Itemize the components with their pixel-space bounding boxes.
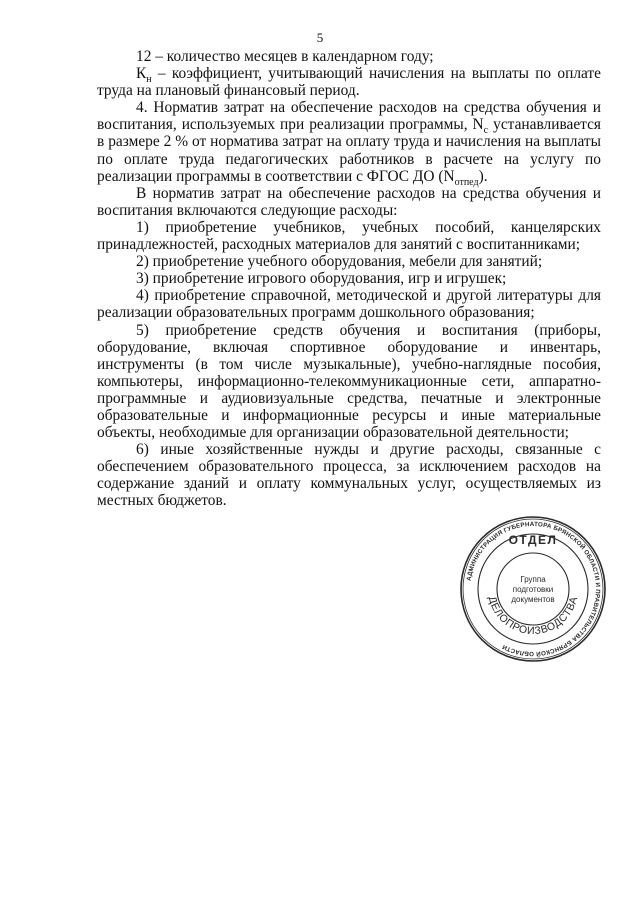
list-item-5: 5) приобретение средств обучения и воспитания (приборы, оборудование, включая спортивное оборудование и инвентарь, инструменты (в том числе музыкальные), учебно-наглядные пособия, компьютеры, информационно-телекоммуникационные сети, аппаратно-программные и аудиовизуальные средства, печатные и электронные образовательные и информационные ресурсы и иные материальные объекты, необходимые для организации образовательной деятельности; [97,321,601,442]
list-item-1: 1) приобретение учебников, учебных пособий, канцелярских принадлежностей, расходных материалов для занятий с воспитанниками; [97,218,601,254]
document-body [97,48,601,510]
stamp-inner-text: ДЕЛОПРОИЗВОДСТВА [485,594,581,638]
stamp-center-line-3: документов [511,595,555,604]
paragraph-coefficient: $К_н$ – коэффициент, учитывающий начисления на выплаты по оплате труда на плановый финансовый период. [97,65,601,100]
stamp-top-word: ОТДЕЛ [508,533,558,547]
list-item-2: 2) приобретение учебного оборудования, мебели для занятий; [136,253,543,271]
paragraph-norm-4: 4. Норматив затрат на обеспечение расходов на средства обучения и воспитания, используемых при реализации программы, $N_c$ устанавливается в размере 2 % от норматива затрат на оплату труда и начисления на выплаты по оплате труда педагогических работников в расчете на услугу по реализации программы в соответствии с ФГОС ДО $(N_{отпед})$. [97,99,601,188]
list-item-6: 6) иные хозяйственные нужды и другие расходы, связанные с обеспечением образовательного процесса, за исключением расходов на содержание зданий и оплату коммунальных услуг, осуществляемых из местных бюджетов. [97,441,601,510]
stamp-outer-text: АДМИНИСТРАЦИЯ ГУБЕРНАТОРА БРЯНСКОЙ ОБЛАСТИ И ПРАВИТЕЛЬСТВА БРЯНСКОЙ ОБЛАСТИ [465,520,602,658]
paragraph-includes: В норматив затрат на обеспечение расходов на средства обучения и воспитания включаются следующие расходы: [97,184,601,219]
office-stamp [458,514,608,664]
list-item-3: 3) приобретение игрового оборудования, игр и игрушек; [136,270,507,288]
list-item-4: 4) приобретение справочной, методической и другой литературы для реализации образовательных программ дошкольного образования; [97,287,601,322]
stamp-center-line-2: подготовки [512,585,554,594]
paragraph-months: 12 – количество месяцев в календарном году; [136,48,434,65]
page-number: 5 [316,30,324,45]
stamp-center-line-1: Группа [520,575,546,584]
